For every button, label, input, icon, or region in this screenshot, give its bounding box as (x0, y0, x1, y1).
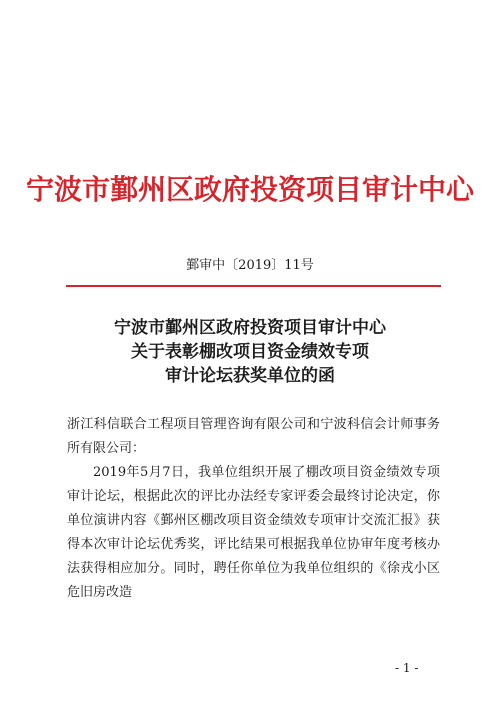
letterhead-red-rule (66, 285, 441, 287)
recipient-line: 浙江科信联合工程项目管理咨询有限公司和宁波科信会计师事务所有限公司： (67, 417, 440, 456)
title-line-2: 关于表彰棚改项目资金绩效专项 (131, 342, 369, 362)
document-number: 鄞审中〔2019〕11号 (186, 258, 314, 273)
title-line-3: 审计论坛获奖单位的函 (165, 366, 335, 386)
document-title (0, 316, 500, 388)
title-line-1: 宁波市鄞州区政府投资项目审计中心 (114, 318, 386, 338)
letterhead-org-name: 宁波市鄞州区政府投资项目审计中心 (25, 173, 474, 206)
document-body (67, 413, 440, 605)
page-number: - 1 - (395, 661, 419, 675)
body-paragraph-1: 2019年5月7日，我单位组织开展了棚改项目资金绩效专项审计论坛，根据此次的评比办法经专家评委会最终讨论决定，你单位演讲内容《鄞州区棚改项目资金绩效专项审计交流汇报》获得本次审计论坛优秀奖，评比结果可根据我单位协审年度考核办法获得相应加分。同时，聘任你单位为我单位组织的《徐戎小区危旧房改造 (67, 465, 440, 600)
